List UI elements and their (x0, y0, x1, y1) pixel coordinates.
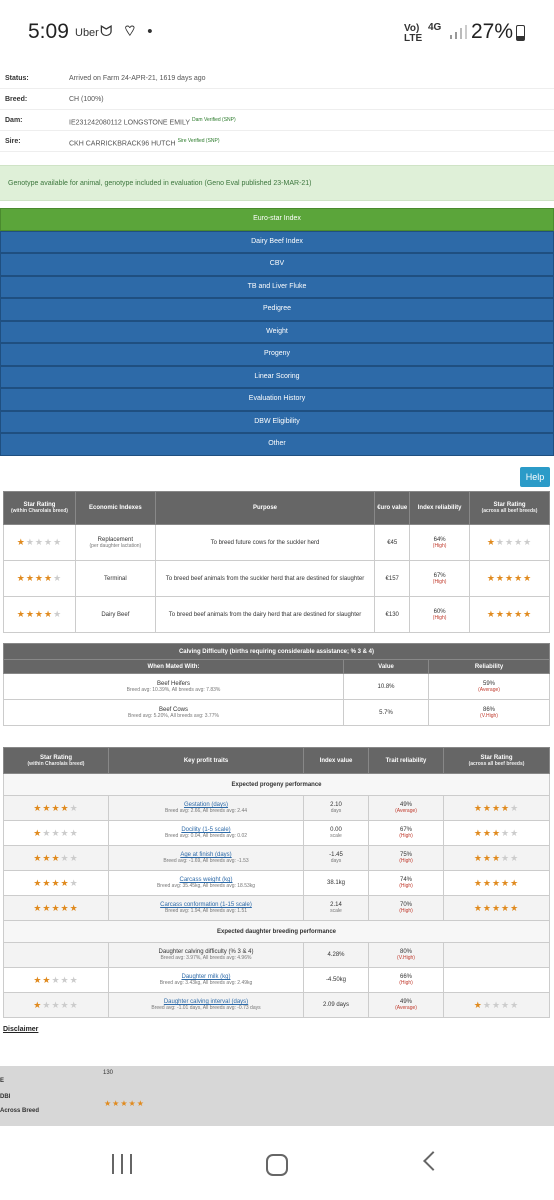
trait-reliability: 75% (High) (369, 846, 444, 871)
nav-progeny[interactable]: Progeny (0, 343, 554, 366)
info-row-sire (0, 131, 554, 152)
euro-value: €157 (375, 561, 410, 597)
index-reliability: 60% (High) (410, 597, 470, 633)
info-label: Sire: (5, 138, 21, 145)
star-rating-across: ★★★★★ (444, 871, 550, 896)
star-rating-within: ★★★★★ (4, 896, 109, 921)
section-nav (0, 208, 554, 456)
trait-index-value: -4.50kg (304, 968, 369, 993)
sire-value[interactable]: CKH CARRICKBRACK96 HUTCH (69, 140, 176, 148)
col-star-within: Star Rating (within Charolais breed) (4, 748, 109, 774)
col-star-across: Star Rating (across all beef breeds) (470, 492, 550, 525)
trait-link[interactable]: Age at finish (days) (180, 852, 232, 858)
star-rating-within: ★★★★★ (4, 525, 76, 561)
nav-dairy-beef-index[interactable]: Dairy Beef Index (0, 231, 554, 254)
info-value: CH (100%) (69, 96, 104, 103)
genotype-notice: Genotype available for animal, genotype included in evaluation (Geno Eval published 23-MAR-21) (0, 165, 554, 201)
trait-row (4, 896, 550, 921)
battery-percent: 27% (471, 20, 514, 43)
home-icon[interactable] (266, 1154, 288, 1176)
star-rating-within: ★★★★★ (4, 796, 109, 821)
status-time: 5:09 (28, 20, 69, 43)
animal-info (0, 68, 554, 152)
sire-verified-tag: Sire Verified (SNP) (177, 138, 220, 144)
index-reliability: 64% (High) (410, 525, 470, 561)
dam-verified-tag: Dam Verified (SNP) (192, 117, 236, 123)
star-rating-within: ★★★★★ (4, 968, 109, 993)
col-star-within: Star Rating (within Charolais breed) (4, 492, 76, 525)
battery-icon (516, 25, 525, 41)
trait-row (4, 821, 550, 846)
star-rating-within: ★★★★★ (4, 993, 109, 1018)
mated-with: Beef Cows Breed avg: 5.20%, All breeds avg: 3.77% (4, 700, 344, 726)
footer-label-across: Across Breed (0, 1108, 40, 1114)
star-rating-across: ★★★★★ (470, 597, 550, 633)
trait-name: Gestation (days) Breed avg: 2.66, All breeds avg: 2.44 (109, 796, 304, 821)
calving-row (4, 700, 550, 726)
economic-index-name: Terminal (75, 561, 155, 597)
trait-row (4, 846, 550, 871)
trait-link[interactable]: Carcass weight (kg) (179, 877, 233, 883)
key-profit-traits-table (3, 747, 550, 1018)
section-header: Expected progeny performance (4, 774, 550, 796)
trait-index-value: 2.09 days (304, 993, 369, 1018)
trait-reliability: 80% (V.High) (369, 943, 444, 968)
col-reliability: Reliability (429, 660, 550, 674)
star-rating-across: ★★★★★ (444, 993, 550, 1018)
index-purpose: To breed future cows for the suckler herd (155, 525, 374, 561)
trait-index-value: 2.10 days (304, 796, 369, 821)
index-row (4, 561, 550, 597)
col-trait-reliability: Trait reliability (369, 748, 444, 774)
nav-pedigree[interactable]: Pedigree (0, 298, 554, 321)
signal-icon (448, 24, 468, 40)
trait-reliability: 70% (High) (369, 896, 444, 921)
trait-row (4, 796, 550, 821)
system-nav-bar (0, 1128, 554, 1200)
trait-link[interactable]: Carcass conformation (1-15 scale) (160, 902, 252, 908)
trait-index-value: 38.1kg (304, 871, 369, 896)
footer-stars: ★★★★★ (104, 1099, 145, 1108)
trait-row (4, 871, 550, 896)
nav-tb-liver-fluke[interactable]: TB and Liver Fluke (0, 276, 554, 299)
status-app-label: Uber (75, 27, 99, 39)
index-purpose: To breed beef animals from the suckler herd that are destined for slaughter (155, 561, 374, 597)
col-purpose: Purpose (155, 492, 374, 525)
dam-value[interactable]: IE231242080112 LONGSTONE EMILY (69, 119, 191, 127)
star-rating-within: ★★★★★ (4, 846, 109, 871)
trait-row (4, 968, 550, 993)
nav-other[interactable]: Other (0, 433, 554, 456)
col-mated-with: When Mated With: (4, 660, 344, 674)
euro-value: €45 (375, 525, 410, 561)
recent-apps-icon[interactable] (112, 1154, 134, 1174)
calving-reliability: 59% (Average) (429, 674, 550, 700)
trait-index-value: 4.28% (304, 943, 369, 968)
footer-value: 130 (103, 1070, 114, 1076)
trait-reliability: 49% (Average) (369, 796, 444, 821)
trait-name: Carcass weight (kg) Breed avg: 35.45kg, All breeds avg: 18.53kg (109, 871, 304, 896)
section-header: Expected daughter breeding performance (4, 921, 550, 943)
star-rating-across: ★★★★★ (444, 796, 550, 821)
index-reliability: 67% (High) (410, 561, 470, 597)
nav-weight[interactable]: Weight (0, 321, 554, 344)
nav-cbv[interactable]: CBV (0, 253, 554, 276)
index-purpose: To breed beef animals from the dairy herd that are destined for slaughter (155, 597, 374, 633)
trait-link[interactable]: Daughter milk (kg) (181, 974, 231, 980)
network-type-icon: 4G (428, 22, 442, 33)
col-value: Value (344, 660, 429, 674)
trait-link[interactable]: Docility (1-5 scale) (181, 827, 231, 833)
star-rating-within: ★★★★★ (4, 597, 76, 633)
star-rating-across: ★★★★★ (470, 561, 550, 597)
info-row-dam (0, 110, 554, 131)
dimmed-page-footer (0, 1066, 554, 1126)
info-row-status (0, 68, 554, 89)
trait-link[interactable]: Daughter calving interval (days) (163, 999, 249, 1005)
index-row (4, 597, 550, 633)
trait-index-value: 0.00 scale (304, 821, 369, 846)
calving-title: Calving Difficulty (births requiring considerable assistance; % 3 & 4) (4, 644, 550, 660)
nav-evaluation-history[interactable]: Evaluation History (0, 388, 554, 411)
footer-label-e: E (0, 1078, 5, 1084)
trait-reliability: 49% (Average) (369, 993, 444, 1018)
trait-reliability: 74% (High) (369, 871, 444, 896)
notification-icons: ᗢ ♡ • (100, 23, 157, 40)
star-rating-within (4, 943, 109, 968)
col-index-reliability: Index reliability (410, 492, 470, 525)
volte-icon: Vo) LTE (404, 23, 423, 44)
star-rating-across: ★★★★★ (444, 846, 550, 871)
star-rating-across (444, 968, 550, 993)
col-economic-indexes: Economic Indexes (75, 492, 155, 525)
economic-index-table (3, 491, 550, 633)
footer-label-dbi: DBI (0, 1094, 11, 1100)
calving-value: 5.7% (344, 700, 429, 726)
trait-name: Daughter calving difficulty (% 3 & 4) Breed avg: 3.97%, All breeds avg: 4.96% (109, 943, 304, 968)
calving-value: 10.8% (344, 674, 429, 700)
info-label: Dam: (5, 117, 23, 124)
trait-link: Daughter calving difficulty (% 3 & 4) (158, 949, 254, 955)
disclaimer-link[interactable]: Disclaimer (3, 1026, 39, 1033)
trait-name: Age at finish (days) Breed avg: -1.69, All breeds avg: -1.53 (109, 846, 304, 871)
star-rating-within: ★★★★★ (4, 821, 109, 846)
economic-index-name: Dairy Beef (75, 597, 155, 633)
calving-row (4, 674, 550, 700)
info-value: Arrived on Farm 24-APR-21, 1619 days ago (69, 75, 206, 82)
star-rating-within: ★★★★★ (4, 561, 76, 597)
nav-linear-scoring[interactable]: Linear Scoring (0, 366, 554, 389)
trait-name: Docility (1-5 scale) Breed avg: 0.04, All breeds avg: 0.02 (109, 821, 304, 846)
star-rating-across: ★★★★★ (444, 821, 550, 846)
calving-reliability: 86% (V.High) (429, 700, 550, 726)
nav-eurostar-index[interactable]: Euro-star Index (0, 208, 554, 231)
info-label: Status: (5, 75, 29, 82)
trait-index-value: -1.45 days (304, 846, 369, 871)
col-key-profit-traits: Key profit traits (109, 748, 304, 774)
back-icon[interactable] (423, 1151, 443, 1171)
economic-index-name: Replacement (per daughter lactation) (75, 525, 155, 561)
trait-reliability: 66% (High) (369, 968, 444, 993)
trait-name: Carcass conformation (1-15 scale) Breed avg: 1.94, All breeds avg: 1.51 (109, 896, 304, 921)
trait-name: Daughter calving interval (days) Breed avg: -1.01 days, All breeds avg: -0.73 days (109, 993, 304, 1018)
trait-reliability: 67% (High) (369, 821, 444, 846)
trait-row (4, 993, 550, 1018)
star-rating-within: ★★★★★ (4, 871, 109, 896)
info-row-breed (0, 89, 554, 110)
nav-dbw-eligibility[interactable]: DBW Eligibility (0, 411, 554, 434)
status-bar (0, 0, 554, 66)
col-star-across: Star Rating (across all beef breeds) (444, 748, 550, 774)
info-label: Breed: (5, 96, 28, 103)
euro-value: €130 (375, 597, 410, 633)
star-rating-across: ★★★★★ (444, 896, 550, 921)
trait-row (4, 943, 550, 968)
trait-name: Daughter milk (kg) Breed avg: 3.43kg, All breeds avg: 2.49kg (109, 968, 304, 993)
calving-difficulty-table (3, 643, 550, 726)
trait-link[interactable]: Gestation (days) (183, 802, 229, 808)
trait-index-value: 2.14 scale (304, 896, 369, 921)
help-button[interactable]: Help (520, 467, 550, 487)
col-euro-value: €uro value (375, 492, 410, 525)
star-rating-across (444, 943, 550, 968)
col-index-value: Index value (304, 748, 369, 774)
index-row (4, 525, 550, 561)
mated-with: Beef Heifers Breed avg: 10.39%, All breeds avg: 7.83% (4, 674, 344, 700)
star-rating-across: ★★★★★ (470, 525, 550, 561)
